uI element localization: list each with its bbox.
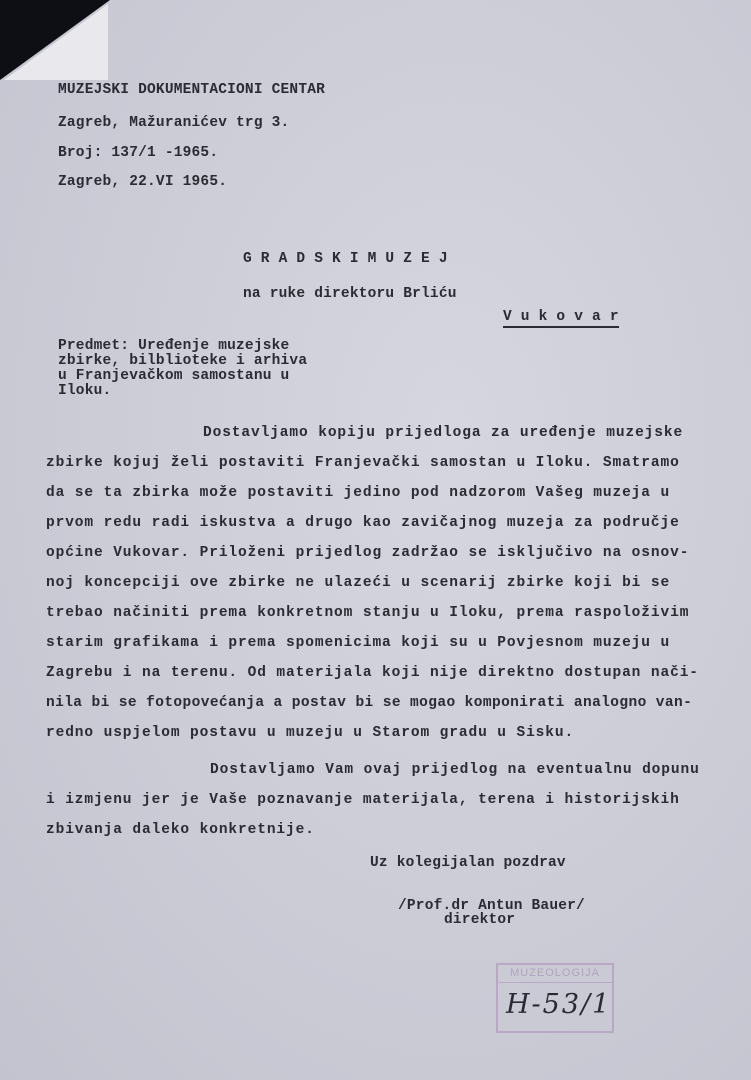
archive-stamp <box>496 963 614 1033</box>
body-line: da se ta zbirka može postaviti jedino pod nadzorom Vašeg muzeja u <box>46 485 671 501</box>
body-line: Dostavljamo kopiju prijedloga za uređenje muzejske <box>203 425 684 441</box>
body-line: i izmjenu jer je Vaše poznavanje materijala, terena i historijskih <box>46 792 680 808</box>
body-line: redno uspjelom postavu u muzeju u Starom gradu u Sisku. <box>46 725 575 741</box>
body-line: nila bi se fotopovećanja a postav bi se mogao komponirati analogno van- <box>46 695 693 711</box>
body-line: trebao načiniti prema konkretnom stanju u Iloku, prema raspoloživim <box>46 605 690 621</box>
reference-number: Broj: 137/1 -1965. <box>58 145 219 161</box>
signer-title: direktor <box>444 912 516 928</box>
sender-address: Zagreb, Mažuranićev trg 3. <box>58 115 290 131</box>
body-line: Dostavljamo Vam ovaj prijedlog na eventualnu dopunu <box>210 762 700 778</box>
body-line: noj koncepciji ove zbirke ne ulazeći u scenarij zbirke koji bi se <box>46 575 671 591</box>
subject-line: u Franjevačkom samostanu u <box>58 368 290 384</box>
letter-date: Zagreb, 22.VI 1965. <box>58 174 228 190</box>
recipient-name: G R A D S K I M U Z E J <box>243 251 448 267</box>
sender-organization: MUZEJSKI DOKUMENTACIONI CENTAR <box>58 82 326 98</box>
signer-name: /Prof.dr Antun Bauer/ <box>398 898 585 914</box>
recipient-city: V u k o v a r <box>503 309 619 328</box>
stamp-title: MUZEOLOGIJA <box>510 967 600 979</box>
body-line: zbivanja daleko konkretnije. <box>46 822 315 838</box>
subject-line: Predmet: Uređenje muzejske <box>58 338 290 354</box>
folded-corner <box>4 4 108 80</box>
body-line: općine Vukovar. Priloženi prijedlog zadržao se isključivo na osnov- <box>46 545 690 561</box>
stamp-handwritten-code: H-53/1 <box>506 989 612 1020</box>
subject-line: zbirke, bilblioteke i arhiva <box>58 353 308 369</box>
subject-line: Iloku. <box>58 383 112 399</box>
body-line: starim grafikama i prema spomenicima koji su u Povjesnom muzeju u <box>46 635 671 651</box>
body-line: prvom redu radi iskustva a drugo kao zavičajnog muzeja za područje <box>46 515 680 531</box>
body-line: Zagrebu i na terenu. Od materijala koji nije direktno dostupan nači- <box>46 665 699 681</box>
closing-greeting: Uz kolegijalan pozdrav <box>370 855 566 871</box>
recipient-attention: na ruke direktoru Brliću <box>243 286 457 302</box>
body-line: zbirke kojuj želi postaviti Franjevački samostan u Iloku. Smatramo <box>46 455 680 471</box>
stamp-divider <box>498 982 612 983</box>
